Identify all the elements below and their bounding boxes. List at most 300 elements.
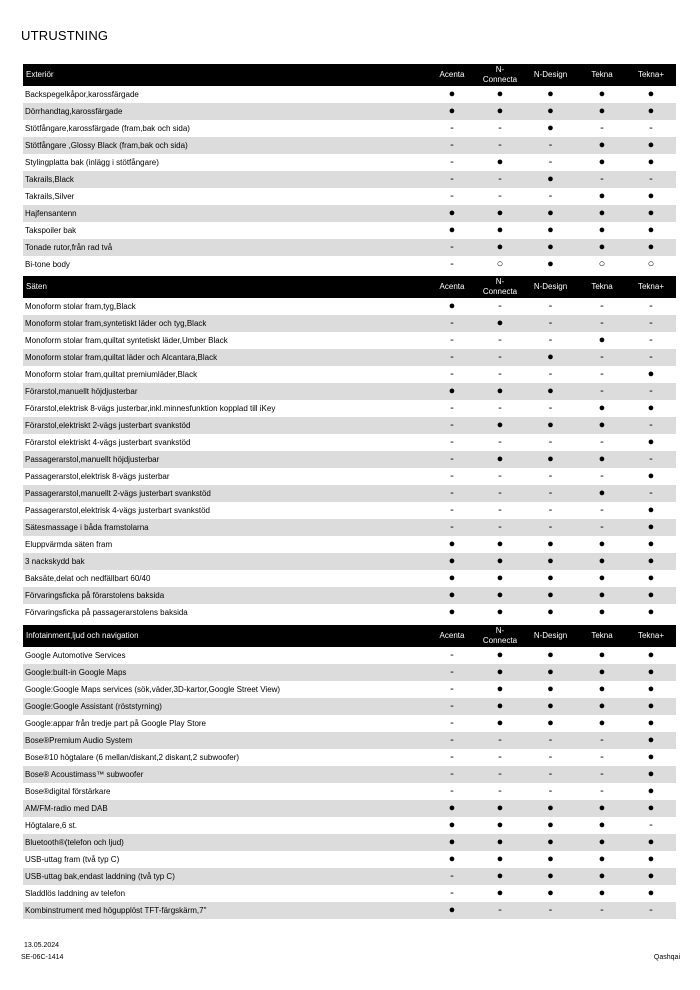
availability-mark: ● <box>523 349 578 366</box>
availability-mark: - <box>498 751 502 763</box>
availability-mark: - <box>600 300 604 312</box>
feature-label: Monoform stolar fram,syntetiskt läder och tyg,Black <box>23 315 427 332</box>
availability-mark: ● <box>626 834 676 851</box>
feature-label: 3 nackskydd bak <box>23 553 427 570</box>
availability-mark: ● <box>477 451 523 468</box>
availability-mark: ● <box>496 683 504 695</box>
availability-mark: ● <box>626 664 676 681</box>
table-row <box>23 103 676 120</box>
table-row <box>23 468 676 485</box>
table-row <box>23 766 676 783</box>
availability-mark: - <box>626 902 676 919</box>
availability-mark: ● <box>626 519 676 536</box>
availability-mark: ● <box>547 258 554 270</box>
availability-mark: - <box>450 156 454 168</box>
availability-mark: ● <box>626 205 676 222</box>
feature-label: Passagerarstol,elektrisk 8-vägs justerbar <box>25 472 170 481</box>
availability-mark: ● <box>547 717 554 729</box>
availability-mark: ● <box>547 819 554 831</box>
availability-mark: ● <box>523 239 578 256</box>
feature-label: Monoform stolar fram,quiltat syntetiskt läder,Umber Black <box>25 336 228 345</box>
availability-mark: ● <box>448 572 456 584</box>
availability-mark: ● <box>647 853 655 865</box>
table-row <box>23 120 676 137</box>
page-title: UTRUSTNING <box>21 28 109 43</box>
feature-label: Förarstol,elektriskt 2-vägs justerbart svankstöd <box>23 417 427 434</box>
availability-mark: - <box>450 717 454 729</box>
table-row <box>23 664 676 681</box>
availability-mark: - <box>427 171 477 188</box>
feature-label: Bose® Acoustimass™ subwoofer <box>23 766 427 783</box>
availability-mark: - <box>626 349 676 366</box>
availability-mark: ● <box>647 224 655 236</box>
availability-mark: - <box>477 171 523 188</box>
column-header: Tekna <box>578 625 626 647</box>
availability-mark: ● <box>547 572 554 584</box>
table-row <box>23 171 676 188</box>
availability-mark: ● <box>477 103 523 120</box>
availability-mark: - <box>649 334 653 346</box>
availability-mark: ● <box>448 853 456 865</box>
availability-mark: - <box>626 383 676 400</box>
availability-mark: - <box>427 732 477 749</box>
table-row <box>23 383 676 400</box>
availability-mark: - <box>578 902 626 919</box>
availability-mark: ● <box>448 300 456 312</box>
table-row <box>23 851 676 868</box>
availability-mark: - <box>578 732 626 749</box>
availability-mark: ● <box>427 800 477 817</box>
availability-mark: ● <box>448 538 456 550</box>
availability-mark: ● <box>578 664 626 681</box>
availability-mark: ● <box>626 553 676 570</box>
table-row <box>23 86 676 103</box>
availability-mark: ● <box>647 717 655 729</box>
availability-mark: ● <box>523 205 578 222</box>
availability-mark: ● <box>477 800 523 817</box>
availability-mark: - <box>523 519 578 536</box>
availability-mark: - <box>450 649 454 661</box>
feature-label: Sätesmassage i båda framstolarna <box>23 519 427 536</box>
availability-mark: - <box>477 137 523 154</box>
availability-mark: ● <box>523 587 578 604</box>
availability-mark: - <box>450 887 454 899</box>
section-title: Säten <box>23 276 427 298</box>
availability-mark: ● <box>547 88 554 100</box>
availability-mark: - <box>523 732 578 749</box>
feature-label: Bi-tone body <box>25 260 70 269</box>
feature-label: Monoform stolar fram,quiltat läder och Alcantara,Black <box>23 349 427 366</box>
feature-label: Bose®10 högtalare (6 mellan/diskant,2 diskant,2 subwoofer) <box>25 753 240 762</box>
table-row <box>23 400 676 417</box>
availability-mark: ● <box>547 122 554 134</box>
availability-mark: - <box>477 766 523 783</box>
availability-mark: ● <box>477 587 523 604</box>
availability-mark: ● <box>523 417 578 434</box>
availability-mark: ● <box>626 766 676 783</box>
section-title: Infotainment,ljud och navigation <box>23 625 427 647</box>
table-row <box>23 222 676 239</box>
feature-label: Stötfångare,karossfärgade (fram,bak och sida) <box>25 124 190 133</box>
feature-label: Google:Google Maps services (sök,väder,3D-kartor,Google Street View) <box>25 685 281 694</box>
feature-label: Google:Google Assistant (röststyrning) <box>23 698 427 715</box>
availability-mark: ● <box>523 451 578 468</box>
feature-label: Monoform stolar fram,tyg,Black <box>25 302 136 311</box>
table-row <box>23 570 676 587</box>
availability-mark: ● <box>598 649 606 661</box>
availability-mark: - <box>450 334 454 346</box>
availability-mark: - <box>626 485 676 502</box>
availability-mark: ● <box>647 402 655 414</box>
feature-label: USB-uttag bak,endast laddning (två typ C) <box>23 868 427 885</box>
availability-mark: - <box>450 436 454 448</box>
availability-mark: - <box>450 504 454 516</box>
availability-mark: - <box>450 368 454 380</box>
availability-mark: - <box>548 402 553 414</box>
availability-mark: ● <box>626 587 676 604</box>
availability-mark: ● <box>496 606 504 618</box>
table-row <box>23 604 676 621</box>
availability-mark: - <box>450 751 454 763</box>
availability-mark: ● <box>626 800 676 817</box>
table-row <box>23 154 676 171</box>
availability-mark: - <box>477 519 523 536</box>
availability-mark: ● <box>578 834 626 851</box>
availability-mark: ● <box>647 190 655 202</box>
feature-label: Bluetooth®(telefon och ljud) <box>23 834 427 851</box>
feature-label: Eluppvärmda säten fram <box>25 540 113 549</box>
column-header: N-Design <box>523 276 578 298</box>
availability-mark: - <box>600 470 604 482</box>
section-header <box>23 64 676 86</box>
availability-mark: ● <box>626 732 676 749</box>
availability-mark: ● <box>578 205 626 222</box>
feature-label: Takrails,Silver <box>25 192 75 201</box>
availability-mark: - <box>548 334 553 346</box>
section-header <box>23 276 676 298</box>
availability-mark: ● <box>647 683 655 695</box>
availability-mark: ● <box>523 553 578 570</box>
availability-mark: ● <box>578 553 626 570</box>
availability-mark: ● <box>647 156 655 168</box>
feature-label: Passagerarstol,manuellt 2-vägs justerbart svankstöd <box>23 485 427 502</box>
feature-label: Högtalare,6 st. <box>25 821 78 830</box>
availability-mark: ● <box>547 853 554 865</box>
availability-mark: - <box>450 190 454 202</box>
availability-mark: ● <box>477 239 523 256</box>
availability-mark: - <box>450 785 454 797</box>
availability-mark: - <box>626 315 676 332</box>
availability-mark: ● <box>547 887 554 899</box>
table-row <box>23 502 676 519</box>
availability-mark: ● <box>598 683 606 695</box>
feature-label: Tonade rutor,från rad två <box>23 239 427 256</box>
availability-mark: ● <box>427 553 477 570</box>
availability-mark: - <box>626 171 676 188</box>
availability-mark: - <box>548 751 553 763</box>
availability-mark: ● <box>496 853 504 865</box>
table-row <box>23 868 676 885</box>
column-header: N- Connecta <box>477 276 523 298</box>
availability-mark: - <box>427 315 477 332</box>
availability-mark: ● <box>598 156 606 168</box>
availability-mark: ● <box>598 402 606 414</box>
availability-mark: ● <box>523 383 578 400</box>
table-row <box>23 434 676 451</box>
feature-label: Förarstol,manuellt höjdjusterbar <box>23 383 427 400</box>
feature-label: AM/FM-radio med DAB <box>23 800 427 817</box>
availability-mark: - <box>477 732 523 749</box>
availability-mark: ● <box>598 572 606 584</box>
availability-mark: ● <box>547 538 554 550</box>
availability-mark: - <box>427 451 477 468</box>
availability-mark: ● <box>578 417 626 434</box>
table-row <box>23 205 676 222</box>
availability-mark: - <box>548 368 553 380</box>
feature-label: Kombinstrument med högupplöst TFT-färgskärm,7" <box>23 902 427 919</box>
table-row <box>23 451 676 468</box>
availability-mark: ● <box>647 649 655 661</box>
availability-mark: ● <box>598 190 606 202</box>
availability-mark: ○ <box>647 258 655 270</box>
feature-label: Dörrhandtag,karossfärgade <box>23 103 427 120</box>
availability-mark: ● <box>523 103 578 120</box>
table-row <box>23 239 676 256</box>
availability-mark: ● <box>647 504 655 516</box>
availability-mark: - <box>600 122 604 134</box>
availability-mark: ● <box>578 451 626 468</box>
availability-mark: ● <box>547 649 554 661</box>
availability-mark: ● <box>427 103 477 120</box>
column-header: Acenta <box>427 625 477 647</box>
column-header: N-Design <box>523 625 578 647</box>
feature-label: Sladdlös laddning av telefon <box>25 889 126 898</box>
availability-mark: - <box>600 504 604 516</box>
availability-mark: - <box>600 785 604 797</box>
feature-label: Stötfångare ,Glossy Black (fram,bak och sida) <box>23 137 427 154</box>
feature-label: Takspoiler bak <box>25 226 77 235</box>
availability-mark: ● <box>578 587 626 604</box>
availability-mark: ● <box>578 239 626 256</box>
availability-mark: - <box>578 766 626 783</box>
availability-mark: - <box>427 239 477 256</box>
availability-mark: - <box>548 190 553 202</box>
availability-mark: ● <box>647 368 655 380</box>
table-row <box>23 587 676 604</box>
availability-mark: - <box>548 436 553 448</box>
feature-label: Förvaringsficka på förarstolens baksida <box>23 587 427 604</box>
availability-mark: - <box>548 156 553 168</box>
availability-mark: - <box>578 315 626 332</box>
availability-mark: - <box>649 819 653 831</box>
availability-mark: - <box>548 470 553 482</box>
availability-mark: - <box>498 190 502 202</box>
availability-mark: - <box>427 349 477 366</box>
feature-label: Förarstol,elektrisk 8-vägs justerbar,inkl.minnesfunktion kopplad till iKey <box>25 404 276 413</box>
availability-mark: ● <box>647 887 655 899</box>
availability-mark: - <box>427 766 477 783</box>
availability-mark: ● <box>626 103 676 120</box>
availability-mark: - <box>450 122 454 134</box>
availability-mark: ● <box>496 649 504 661</box>
availability-mark: - <box>600 436 604 448</box>
availability-mark: ● <box>578 868 626 885</box>
feature-label: Google Automotive Services <box>25 651 126 660</box>
availability-mark: ● <box>523 868 578 885</box>
availability-mark: ● <box>647 470 655 482</box>
availability-mark: ● <box>647 436 655 448</box>
availability-mark: - <box>523 315 578 332</box>
availability-mark: ● <box>647 606 655 618</box>
availability-mark: ● <box>626 239 676 256</box>
availability-mark: - <box>578 171 626 188</box>
availability-mark: ● <box>496 538 504 550</box>
availability-mark: - <box>600 751 604 763</box>
column-header: Tekna+ <box>626 276 676 298</box>
table-row <box>23 366 676 383</box>
availability-mark: - <box>649 300 653 312</box>
infotainment-table <box>23 625 676 919</box>
table-row <box>23 332 676 349</box>
column-header: N-Design <box>523 64 578 86</box>
feature-label: Google:appar från tredje part på Google Play Store <box>25 719 206 728</box>
availability-mark: ● <box>578 485 626 502</box>
feature-label: USB-uttag fram (två typ C) <box>25 855 120 864</box>
table-row <box>23 188 676 205</box>
availability-mark: ● <box>626 868 676 885</box>
availability-mark: - <box>649 122 653 134</box>
feature-label: Google:built-in Google Maps <box>23 664 427 681</box>
availability-mark: ● <box>523 834 578 851</box>
availability-mark: ● <box>496 224 504 236</box>
availability-mark: - <box>498 368 502 380</box>
availability-mark: ● <box>647 538 655 550</box>
availability-mark: - <box>578 383 626 400</box>
availability-mark: - <box>427 417 477 434</box>
availability-mark: ● <box>578 698 626 715</box>
availability-mark: ● <box>477 698 523 715</box>
availability-mark: - <box>477 349 523 366</box>
footer-date: 13.05.2024 <box>24 942 60 949</box>
feature-label: Stylingplatta bak (inlägg i stötfångare) <box>25 158 159 167</box>
availability-mark: ● <box>626 698 676 715</box>
availability-mark: - <box>450 470 454 482</box>
table-row <box>23 698 676 715</box>
table-row <box>23 519 676 536</box>
table-row <box>23 137 676 154</box>
table-row <box>23 536 676 553</box>
availability-mark: - <box>600 368 604 380</box>
availability-mark: ● <box>598 717 606 729</box>
availability-mark: - <box>427 664 477 681</box>
availability-mark: ● <box>477 834 523 851</box>
table-row <box>23 315 676 332</box>
feature-label: Passagerarstol,manuellt höjdjusterbar <box>23 451 427 468</box>
feature-label: Monoform stolar fram,quiltat premiumläder,Black <box>25 370 198 379</box>
availability-mark: - <box>498 504 502 516</box>
table-row <box>23 485 676 502</box>
table-row <box>23 732 676 749</box>
availability-mark: ● <box>477 868 523 885</box>
table-row <box>23 902 676 919</box>
column-header: N- Connecta <box>477 64 523 86</box>
availability-mark: ● <box>598 538 606 550</box>
column-header: Tekna <box>578 276 626 298</box>
availability-mark: - <box>523 137 578 154</box>
availability-mark: - <box>427 485 477 502</box>
availability-mark: - <box>427 519 477 536</box>
availability-mark: - <box>498 785 502 797</box>
availability-mark: ● <box>523 698 578 715</box>
availability-mark: ● <box>647 785 655 797</box>
availability-mark: ● <box>427 205 477 222</box>
table-row <box>23 256 676 273</box>
table-row <box>23 834 676 851</box>
availability-mark: - <box>523 902 578 919</box>
table-row <box>23 553 676 570</box>
column-header: Tekna <box>578 64 626 86</box>
availability-mark: - <box>626 451 676 468</box>
availability-mark: ● <box>477 205 523 222</box>
availability-mark: ● <box>578 137 626 154</box>
availability-mark: ● <box>496 88 504 100</box>
availability-mark: ● <box>496 887 504 899</box>
availability-mark: ● <box>547 606 554 618</box>
availability-mark: ○ <box>598 258 606 270</box>
availability-mark: - <box>450 402 454 414</box>
availability-mark: ● <box>448 819 456 831</box>
footer-model: Qashqai <box>653 954 680 961</box>
availability-mark: - <box>450 683 454 695</box>
table-row <box>23 885 676 902</box>
availability-mark: - <box>427 137 477 154</box>
table-row <box>23 417 676 434</box>
feature-label: Passagerarstol,elektrisk 4-vägs justerbart svankstöd <box>25 506 210 515</box>
availability-mark: ● <box>598 887 606 899</box>
availability-mark: - <box>578 519 626 536</box>
feature-label: Hajfensantenn <box>23 205 427 222</box>
availability-mark: ● <box>496 572 504 584</box>
availability-mark: ● <box>578 103 626 120</box>
availability-mark: ● <box>598 88 606 100</box>
availability-mark: ● <box>448 88 456 100</box>
availability-mark: ● <box>496 156 504 168</box>
section-title: Exteriör <box>23 64 427 86</box>
availability-mark: ● <box>477 315 523 332</box>
availability-mark: - <box>548 785 553 797</box>
availability-mark: ● <box>448 606 456 618</box>
availability-mark: ● <box>427 587 477 604</box>
availability-mark: - <box>450 258 454 270</box>
availability-mark: - <box>498 436 502 448</box>
availability-mark: - <box>477 485 523 502</box>
availability-mark: ● <box>598 606 606 618</box>
availability-mark: - <box>498 300 502 312</box>
footer-code: SE-06C-1414 <box>21 954 64 961</box>
table-row <box>23 298 676 315</box>
availability-mark: - <box>427 698 477 715</box>
feature-label: Baksäte,delat och nedfällbart 60/40 <box>25 574 151 583</box>
availability-mark: ● <box>598 334 606 346</box>
availability-mark: ● <box>427 902 477 919</box>
availability-mark: ● <box>598 224 606 236</box>
availability-mark: ● <box>523 800 578 817</box>
availability-mark: ● <box>578 800 626 817</box>
availability-mark: ● <box>523 171 578 188</box>
availability-mark: - <box>498 122 502 134</box>
column-header: Acenta <box>427 64 477 86</box>
availability-mark: ● <box>647 751 655 763</box>
